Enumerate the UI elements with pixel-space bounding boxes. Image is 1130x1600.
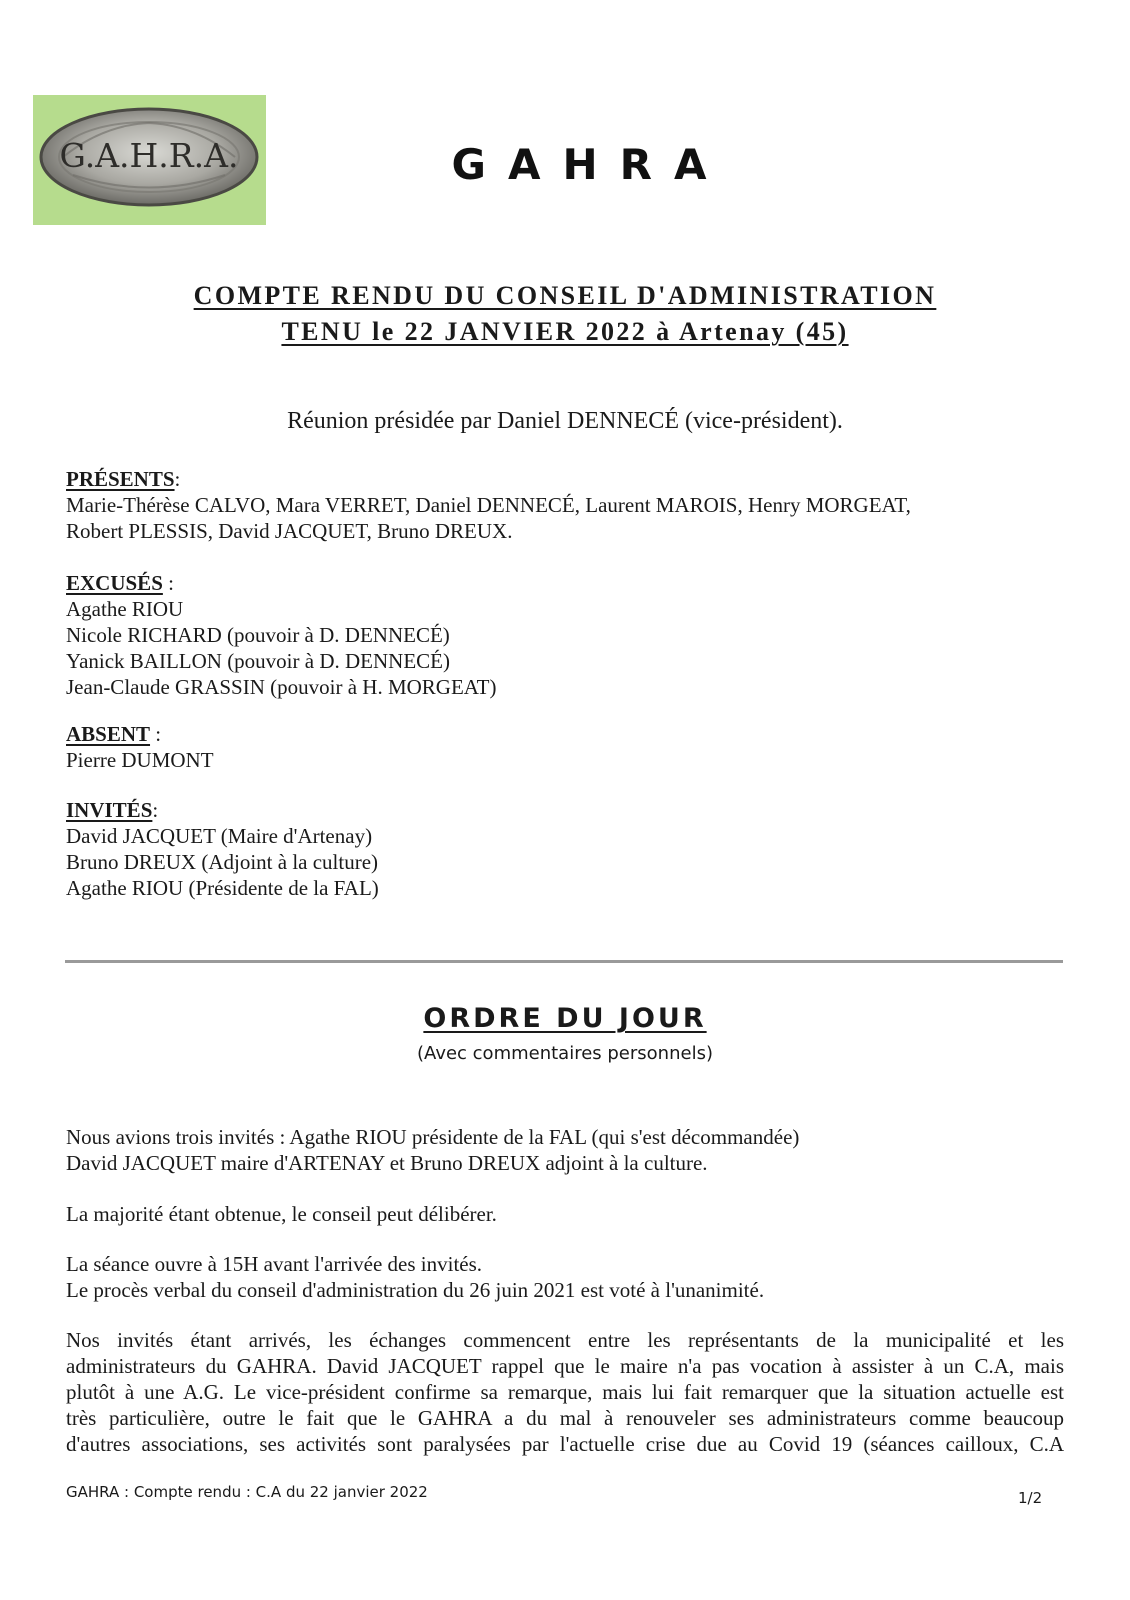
absent-suffix: :: [150, 722, 162, 746]
presents-label: PRÉSENTS: [66, 467, 175, 491]
paragraph-session-open: [66, 1251, 1064, 1303]
excuses-line: Nicole RICHARD (pouvoir à D. DENNECÉ): [66, 623, 450, 647]
logo-text: G.A.H.R.A.: [59, 136, 239, 175]
paragraph-line: plutôt à une A.G. Le vice-président confirme sa remarque, mais lui fait remarquer que la situation actuelle est: [66, 1380, 1064, 1404]
invites-line: Bruno DREUX (Adjoint à la culture): [66, 850, 379, 874]
paragraph-line: La séance ouvre à 15H avant l'arrivée des invités.: [66, 1252, 483, 1276]
absent-line: Pierre DUMONT: [66, 748, 214, 772]
excuses-line: Jean-Claude GRASSIN (pouvoir à H. MORGEAT): [66, 675, 497, 699]
agenda-title-text: ORDRE DU JOUR: [423, 1003, 707, 1034]
excuses-section: [66, 570, 496, 700]
report-title: [0, 278, 1130, 350]
absent-section: [66, 721, 214, 773]
excuses-line: Yanick BAILLON (pouvoir à D. DENNECÉ): [66, 649, 450, 673]
invites-section: [66, 797, 379, 901]
report-title-line-2: TENU le 22 JANVIER 2022 à Artenay (45): [281, 317, 849, 346]
presents-line: Marie-Thérèse CALVO, Mara VERRET, Daniel DENNECÉ, Laurent MAROIS, Henry MORGEAT,: [66, 493, 911, 517]
paragraph-line: d'autres associations, ses activités sont paralysées par l'actuelle crise due au Covid 19 (séances cailloux, C.A: [66, 1432, 1064, 1456]
footer-page-number: 1/2: [1018, 1489, 1043, 1507]
excuses-label: EXCUSÉS: [66, 571, 163, 595]
presents-suffix: :: [174, 467, 181, 491]
agenda-title: [0, 1003, 1130, 1034]
paragraph-line: David JACQUET maire d'ARTENAY et Bruno DREUX adjoint à la culture.: [66, 1151, 708, 1175]
section-divider: [65, 960, 1063, 963]
paragraph-exchanges: [66, 1327, 1064, 1457]
presided-by: Réunion présidée par Daniel DENNECÉ (vice-président).: [287, 408, 843, 434]
invites-suffix: :: [152, 798, 159, 822]
stone-logo-image: [33, 95, 266, 225]
excuses-line: Agathe RIOU: [66, 597, 184, 621]
paragraph-majority: La majorité étant obtenue, le conseil peut délibérer.: [66, 1202, 497, 1226]
gahra-logo: [33, 95, 266, 225]
paragraph-line: très particulière, outre le fait que le GAHRA a du mal à renouveler ses administrateurs comme beaucoup: [66, 1406, 1064, 1430]
paragraph-line: Nous avions trois invités : Agathe RIOU présidente de la FAL (qui s'est décommandée): [66, 1125, 800, 1149]
invites-label: INVITÉS: [66, 798, 153, 822]
paragraph-line: Le procès verbal du conseil d'administration du 26 juin 2021 est voté à l'unanimité.: [66, 1278, 765, 1302]
report-title-line-1: COMPTE RENDU DU CONSEIL D'ADMINISTRATION: [193, 281, 937, 310]
excuses-suffix: :: [162, 571, 174, 595]
footer-document-reference: GAHRA : Compte rendu : C.A du 22 janvier 2022: [66, 1483, 428, 1501]
presents-section: [66, 466, 911, 544]
invites-line: David JACQUET (Maire d'Artenay): [66, 824, 373, 848]
paragraph-line: Nos invités étant arrivés, les échanges commencent entre les représentants de la municipalité et les: [66, 1328, 1064, 1352]
organization-title: GAHRA: [451, 140, 729, 189]
absent-label: ABSENT: [66, 722, 151, 746]
invites-line: Agathe RIOU (Présidente de la FAL): [66, 876, 379, 900]
paragraph-invites: [66, 1124, 1064, 1176]
presents-line: Robert PLESSIS, David JACQUET, Bruno DREUX.: [66, 519, 513, 543]
paragraph-line: administrateurs du GAHRA. David JACQUET rappel que le maire n'a pas vocation à assister à un C.A, mais: [66, 1354, 1064, 1378]
agenda-subtitle: (Avec commentaires personnels): [417, 1043, 713, 1064]
